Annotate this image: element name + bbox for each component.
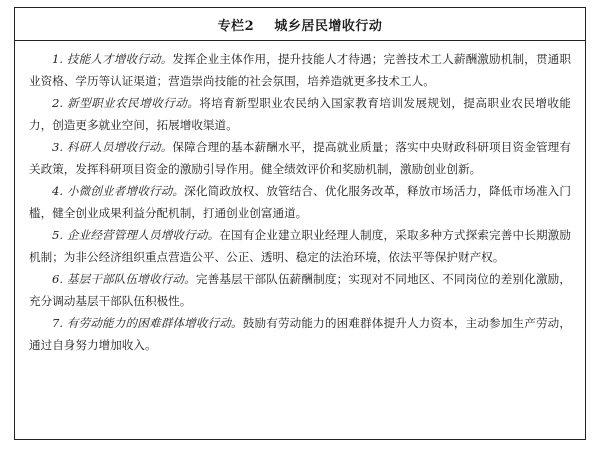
box-title-text: 城乡居民增收行动 [274,18,383,34]
box-title [15,8,585,41]
item-grassroots-cadres [29,268,571,312]
item-researchers [29,136,571,180]
box-title-number: 专栏2 [217,18,255,34]
item-label: 2. 新型职业农民增收行动。 [52,96,200,110]
item-label: 6. 基层干部队伍增收行动。 [52,272,196,286]
item-text: 在国有企业建立职业经理人制度，采取多种方式探索完善中长期激励机制；为非公经济组织重点营造公平、公正、透明、稳定的法治环境，依法平等保护财产权。 [29,228,571,264]
item-label: 5. 企业经营管理人员增收行动。 [52,228,220,242]
item-business-managers [29,224,571,268]
item-text: 鼓励有劳动能力的困难群体提升人力资本，主动参加生产劳动，通过自身努力增加收入。 [29,316,571,352]
item-text: 保障合理的基本薪酬水平，提高就业质量；落实中央财政科研项目资金管理有关政策，发挥科研项目资金的激励引导作用。健全绩效评价和奖励机制，激励创业创新。 [29,140,571,176]
item-text: 将培育新型职业农民纳入国家教育培训发展规划，提高职业农民增收能力，创造更多就业空间，拓展增收渠道。 [29,96,571,132]
item-label: 4. 小微创业者增收行动。 [52,184,185,198]
item-new-farmers [29,92,571,136]
item-text: 发挥企业主体作用，提升技能人才待遇；完善技术工人薪酬激励机制，贯通职业资格、学历等认证渠道；营造崇尚技能的社会氛围，培养造就更多技术工人。 [29,52,571,88]
item-label: 1. 技能人才增收行动。 [52,52,173,66]
item-micro-entrepreneurs [29,180,571,224]
item-low-income-groups [29,312,571,356]
item-text: 完善基层干部队伍薪酬制度；实现对不同地区、不同岗位的差别化激励，充分调动基层干部队伍积极性。 [29,272,571,308]
item-list [15,41,585,356]
policy-box [14,7,586,440]
item-text: 深化简政放权、放管结合、优化服务改革，释放市场活力，降低市场准入门槛，健全创业成果利益分配机制，打通创业创富通道。 [29,184,571,220]
item-label: 7. 有劳动能力的困难群体增收行动。 [52,316,243,330]
item-label: 3. 科研人员增收行动。 [52,140,173,154]
item-skilled-talent [29,48,571,92]
